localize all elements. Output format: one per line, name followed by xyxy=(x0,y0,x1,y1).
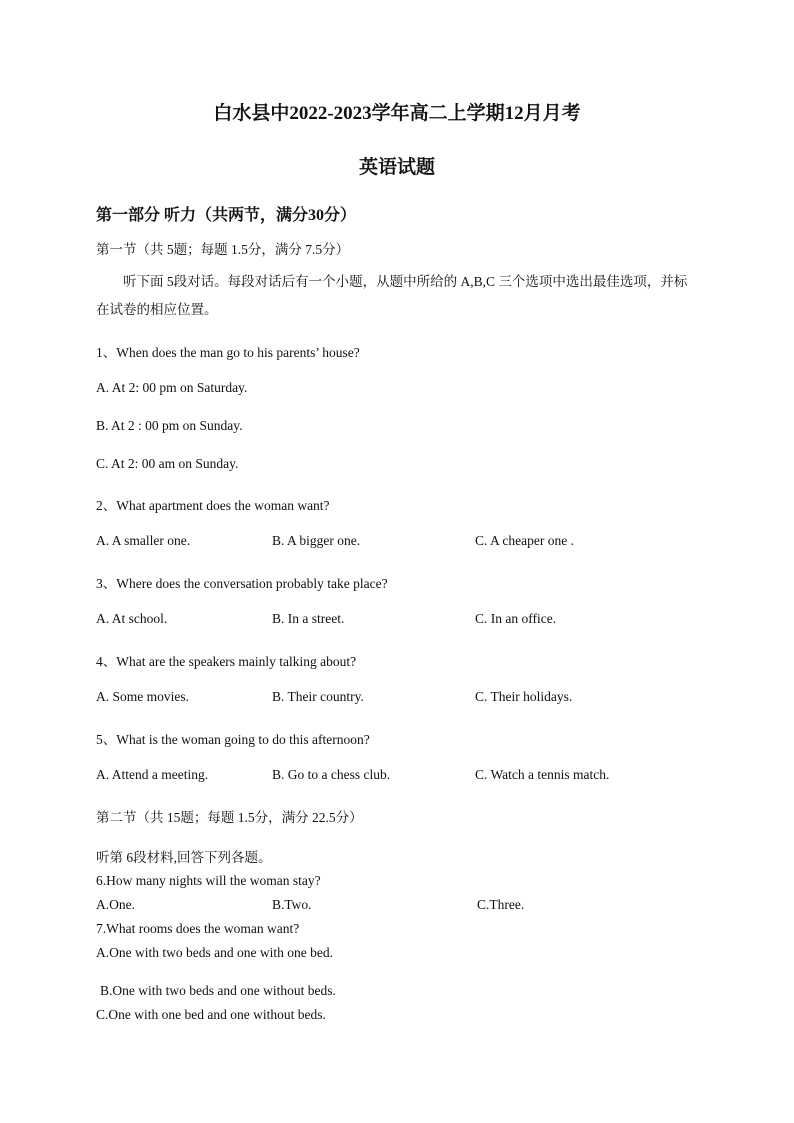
question-6: 6.How many nights will the woman stay? xyxy=(96,873,321,888)
q6-option-c: C.Three. xyxy=(477,897,525,912)
q2-option-a: A. A smaller one. xyxy=(96,533,191,548)
question-2: 2、What apartment does the woman want? xyxy=(96,498,330,513)
section1-instructions: 听下面 5段对话。每段对话后有一个小题，从题中所给的 A,B,C 三个选项中选出最佳选项，并标在试卷的相应位置。 xyxy=(96,274,688,317)
q2-option-c: C. A cheaper one . xyxy=(475,533,574,548)
q5-option-c: C. Watch a tennis match. xyxy=(475,767,610,782)
q4-option-a: A. Some movies. xyxy=(96,689,189,704)
q3-option-b: B. In a street. xyxy=(272,611,345,626)
part1-heading: 第一部分 听力（共两节，满分30分） xyxy=(96,207,357,224)
q1-option-a: A. At 2: 00 pm on Saturday. xyxy=(96,380,248,395)
question-4: 4、What are the speakers mainly talking about? xyxy=(96,654,357,669)
q6-option-b: B.Two. xyxy=(272,897,312,912)
section1-heading: 第一节（共 5题；每题 1.5分，满分 7.5分） xyxy=(96,242,350,257)
q2-option-b: B. A bigger one. xyxy=(272,533,361,548)
q7-option-c: C.One with one bed and one without beds. xyxy=(96,1007,326,1022)
section2-heading: 第二节（共 15题；每题 1.5分，满分 22.5分） xyxy=(96,810,363,825)
exam-subtitle: 英语试题 xyxy=(358,157,435,178)
q1-option-b: B. At 2 : 00 pm on Sunday. xyxy=(96,418,243,433)
exam-title: 白水县中2022-2023学年高二上学期12月月考 xyxy=(213,103,581,124)
q5-option-a: A. Attend a meeting. xyxy=(96,767,209,782)
q4-option-c: C. Their holidays. xyxy=(475,689,573,704)
section2-material: 听第 6段材料,回答下列各题。 xyxy=(96,850,272,865)
q3-option-a: A. At school. xyxy=(96,611,168,626)
q7-option-a: A.One with two beds and one with one bed. xyxy=(96,945,333,960)
q1-option-c: C. At 2: 00 am on Sunday. xyxy=(96,456,239,471)
q5-option-b: B. Go to a chess club. xyxy=(272,767,391,782)
question-5: 5、What is the woman going to do this afternoon? xyxy=(96,732,370,747)
q7-option-b: B.One with two beds and one without beds. xyxy=(100,983,336,998)
q6-option-a: A.One. xyxy=(96,897,135,912)
q4-option-b: B. Their country. xyxy=(272,689,364,704)
question-3: 3、Where does the conversation probably take place? xyxy=(96,576,388,591)
q3-option-c: C. In an office. xyxy=(475,611,557,626)
question-7: 7.What rooms does the woman want? xyxy=(96,921,300,936)
question-1: 1、When does the man go to his parents’ house? xyxy=(96,345,360,360)
